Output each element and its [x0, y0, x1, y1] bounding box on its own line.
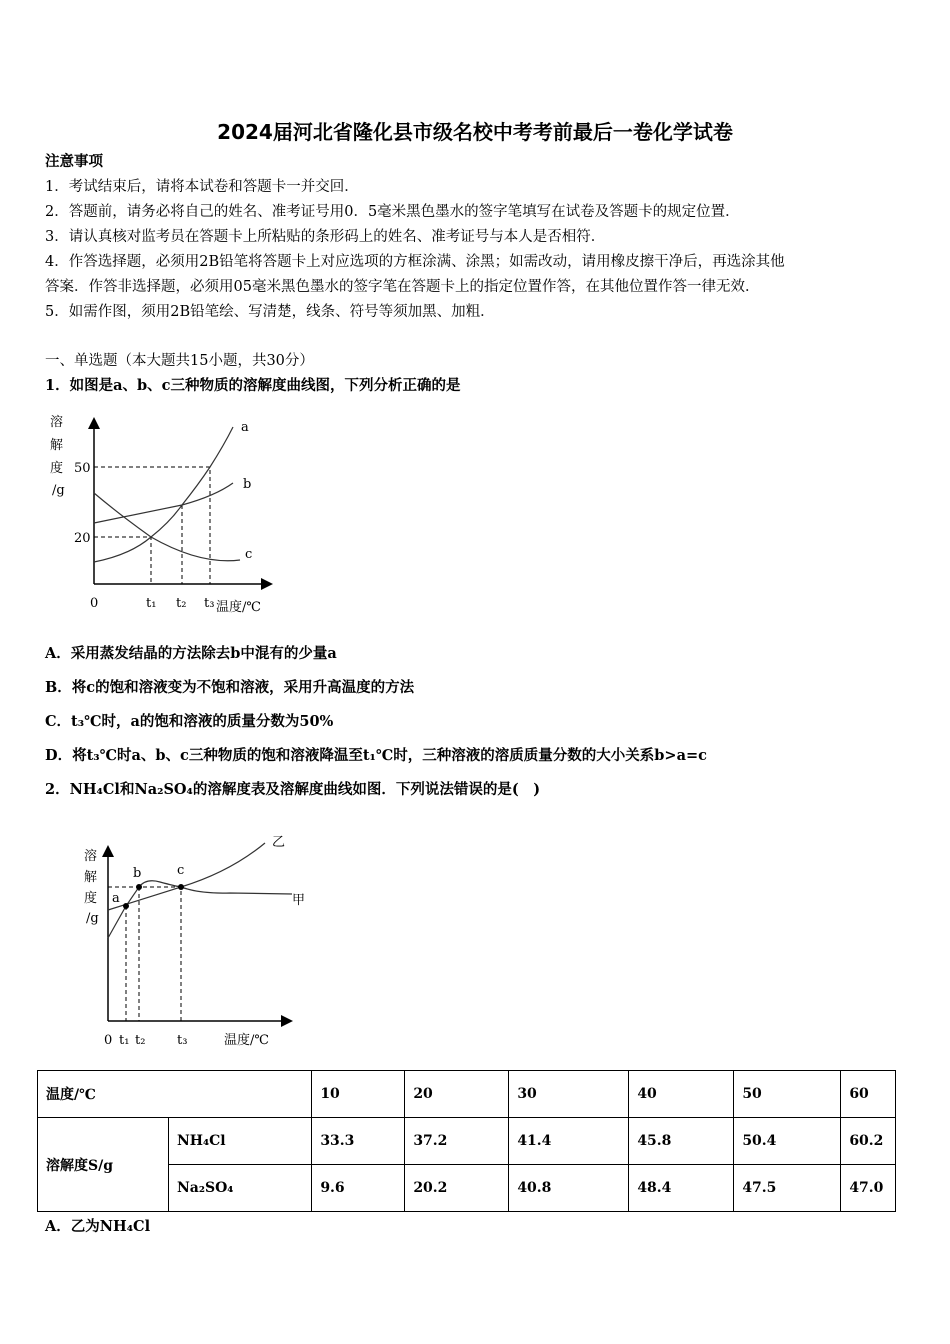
table-cell: 10: [312, 1071, 405, 1118]
table-cell: 60.2: [841, 1118, 896, 1165]
page-title: 2024届河北省隆化县市级名校中考考前最后一卷化学试卷: [217, 120, 733, 144]
table-cell: 50.4: [734, 1118, 841, 1165]
tick-t1: t₁: [146, 596, 157, 611]
q2-option-a: A．乙为NH₄Cl: [45, 1218, 151, 1235]
notice-item: 2．答题前，请务必将自己的姓名、准考证号用0．5毫米黑色墨水的签字笔填写在试卷及答题卡的规定位置．: [45, 204, 740, 220]
solubility-table: [37, 1070, 896, 1212]
y-label: /g: [86, 911, 99, 926]
table-cell: 33.3: [312, 1118, 405, 1165]
table-cell: 60: [841, 1071, 896, 1118]
notice-item: 答案．作答非选择题，必须用05毫米黑色墨水的签字笔在答题卡上的指定位置作答，在其他位置作答一律无效．: [45, 279, 760, 295]
table-cell: 47.5: [734, 1165, 841, 1212]
tick-t2: t₂: [176, 596, 187, 611]
table-cell: 20.2: [405, 1165, 509, 1212]
notice-item: 3．请认真核对监考员在答题卡上所粘贴的条形码上的姓名、准考证号与本人是否相符．: [45, 229, 606, 245]
notice-item: 1．考试结束后，请将本试卷和答题卡一并交回．: [45, 179, 359, 195]
point-b: [136, 884, 142, 890]
table-header: 溶解度S/g: [38, 1118, 169, 1212]
tick-origin: 0: [90, 596, 99, 611]
x-label: 温度/℃: [216, 600, 261, 615]
curve-jia: [108, 881, 292, 938]
label-b: b: [243, 477, 252, 492]
solubility-graph-2: [84, 835, 305, 1048]
table-header: 温度/℃: [38, 1071, 312, 1118]
label-c: c: [177, 863, 185, 878]
y-label: 解: [50, 438, 64, 453]
table-row: [38, 1118, 896, 1165]
tick-t1: t₁: [119, 1033, 130, 1048]
tick-t2: t₂: [135, 1033, 146, 1048]
tick-50: 50: [74, 461, 91, 476]
option-c: C．t₃℃时，a的饱和溶液的质量分数为50%: [45, 713, 334, 730]
table-cell: NH₄Cl: [169, 1118, 312, 1165]
table-cell: 48.4: [629, 1165, 734, 1212]
solubility-graph-1: [50, 414, 270, 615]
tick-20: 20: [74, 531, 91, 546]
point-c: [178, 884, 184, 890]
curve-yi: [108, 843, 265, 910]
table-cell: Na₂SO₄: [169, 1165, 312, 1212]
table-cell: 40: [629, 1071, 734, 1118]
option-a: A．采用蒸发结晶的方法除去b中混有的少量a: [45, 645, 337, 662]
label-a: a: [112, 891, 120, 906]
question-1-stem: 1．如图是a、b、c三种物质的溶解度曲线图，下列分析正确的是: [45, 377, 461, 394]
option-d: D．将t₃℃时a、b、c三种物质的饱和溶液降温至t₁℃时，三种溶液的溶质质量分数的大小关系b>a=c: [45, 747, 707, 764]
table-cell: 47.0: [841, 1165, 896, 1212]
tick-origin: 0: [104, 1033, 113, 1048]
curve-c: [94, 493, 240, 561]
table-cell: 30: [509, 1071, 629, 1118]
y-label: 溶: [84, 849, 98, 864]
y-label: 溶: [50, 415, 64, 430]
table-cell: 41.4: [509, 1118, 629, 1165]
label-yi: 乙: [272, 835, 286, 850]
table-cell: 50: [734, 1071, 841, 1118]
table-cell: 20: [405, 1071, 509, 1118]
table-row: [38, 1071, 896, 1118]
guide-lines: [94, 467, 210, 584]
y-label: /g: [52, 483, 65, 498]
option-b: B．将c的饱和溶液变为不饱和溶液，采用升高温度的方法: [45, 679, 415, 696]
tick-t3: t₃: [177, 1033, 188, 1048]
label-c: c: [245, 547, 253, 562]
table-cell: 37.2: [405, 1118, 509, 1165]
notice-heading: 注意事项: [45, 153, 103, 170]
question-2-stem: 2．NH₄Cl和Na₂SO₄的溶解度表及溶解度曲线如图．下列说法错误的是( ): [45, 781, 541, 798]
tick-t3: t₃: [204, 596, 215, 611]
notice-item: 5．如需作图，须用2B铅笔绘、写清楚，线条、符号等须加黑、加粗．: [45, 304, 495, 320]
table-cell: 45.8: [629, 1118, 734, 1165]
table-cell: 9.6: [312, 1165, 405, 1212]
label-a: a: [241, 420, 249, 435]
label-b: b: [133, 866, 142, 881]
y-label: 度: [50, 461, 64, 476]
table-cell: 40.8: [509, 1165, 629, 1212]
label-jia: 甲: [292, 893, 306, 908]
y-label: 解: [84, 870, 98, 885]
notice-item: 4．作答选择题，必须用2B铅笔将答题卡上对应选项的方框涂满、涂黑；如需改动，请用橡皮擦干净后，再选涂其他: [45, 254, 785, 270]
point-a: [123, 903, 129, 909]
section-heading: 一、单选题（本大题共15小题，共30分）: [45, 353, 314, 369]
y-label: 度: [84, 891, 98, 906]
curve-b: [94, 483, 233, 523]
x-label: 温度/℃: [224, 1033, 269, 1048]
